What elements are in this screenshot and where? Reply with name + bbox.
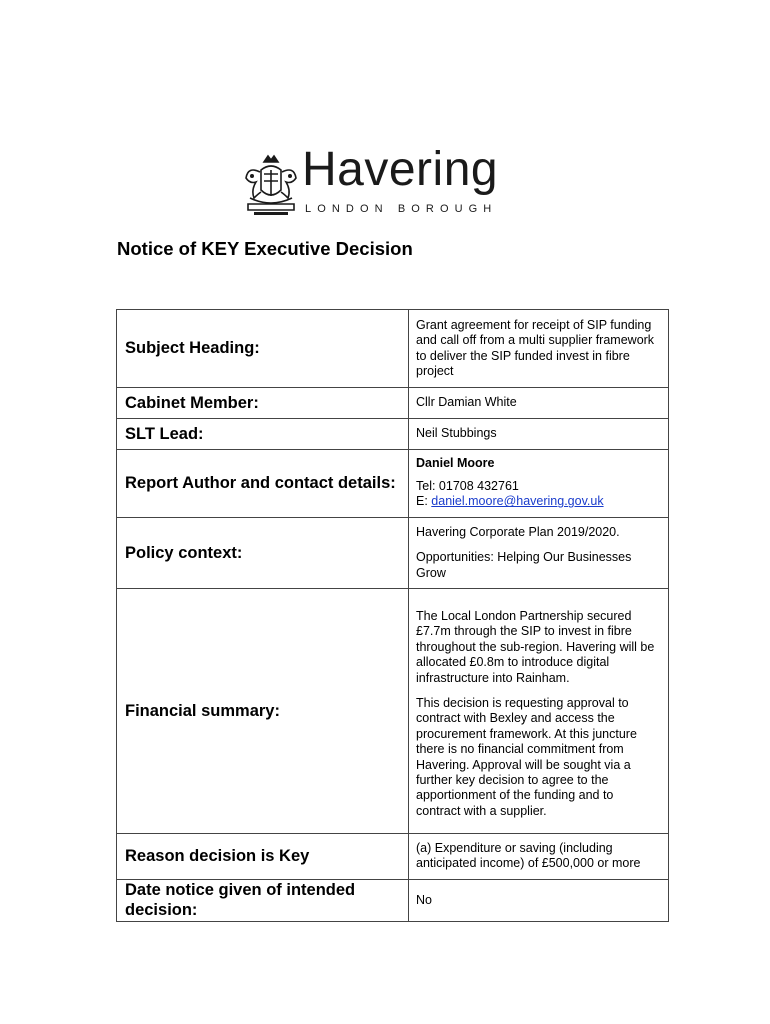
coat-of-arms-icon — [242, 154, 300, 218]
date-notice-label: Date notice given of intended decision: — [117, 879, 409, 921]
slt-lead-value — [409, 418, 669, 449]
decision-table — [116, 309, 669, 922]
policy-line-2: Opportunities: Helping Our Businesses Grow — [416, 550, 632, 580]
policy-line-1: Havering Corporate Plan 2019/2020. — [416, 524, 620, 539]
cabinet-member-value — [409, 387, 669, 418]
subject-label: Subject Heading: — [117, 310, 409, 388]
slt-lead-label: SLT Lead: — [117, 418, 409, 449]
brand-name: Havering — [302, 143, 499, 196]
date-notice-text: No — [416, 893, 432, 908]
table-row-cabinet-member — [117, 387, 669, 418]
author-email-link[interactable]: daniel.moore@havering.gov.uk — [431, 494, 604, 509]
brand-subtitle: LONDON BOROUGH — [305, 203, 498, 215]
policy-label: Policy context: — [117, 517, 409, 588]
table-row-policy — [117, 517, 669, 588]
financial-paragraph-1: The Local London Partnership secured £7.7m through the SIP to invest in fibre throughout the sub-region. Havering will be allocated £0.8m to introduce digital infrastructure into Rainham. — [416, 608, 655, 685]
financial-value — [409, 589, 669, 834]
table-row-author — [117, 449, 669, 517]
table-row-financial — [117, 589, 669, 834]
slt-lead-text: Neil Stubbings — [416, 425, 497, 440]
author-label: Report Author and contact details: — [117, 449, 409, 517]
page-title: Notice of KEY Executive Decision — [117, 238, 413, 259]
financial-label: Financial summary: — [117, 589, 409, 834]
author-tel: Tel: 01708 432761 — [416, 479, 519, 494]
reason-value — [409, 834, 669, 880]
date-notice-value — [409, 879, 669, 921]
cabinet-member-text: Cllr Damian White — [416, 394, 517, 409]
author-value — [409, 449, 669, 517]
policy-value — [409, 517, 669, 588]
havering-logo — [242, 143, 522, 222]
table-row-date-notice — [117, 879, 669, 921]
financial-paragraph-2: This decision is requesting approval to contract with Bexley and access the procurement framework. At this juncture there is no financial commitment from Havering. Approval will be sought via a further key decision to agree to the apportionment of the funding and to contract with a supplier. — [416, 695, 637, 818]
author-name: Daniel Moore — [416, 455, 495, 470]
reason-label: Reason decision is Key — [117, 834, 409, 880]
reason-text: (a) Expenditure or saving (including anticipated income) of £500,000 or more — [416, 841, 641, 871]
table-row-slt-lead — [117, 418, 669, 449]
author-email-prefix: E: — [416, 494, 432, 509]
subject-value — [409, 310, 669, 388]
table-row-reason — [117, 834, 669, 880]
cabinet-member-label: Cabinet Member: — [117, 387, 409, 418]
table-row-subject — [117, 310, 669, 388]
subject-text: Grant agreement for receipt of SIP funding and call off from a multi supplier framework to deliver the SIP funded invest in fibre project — [416, 318, 655, 379]
